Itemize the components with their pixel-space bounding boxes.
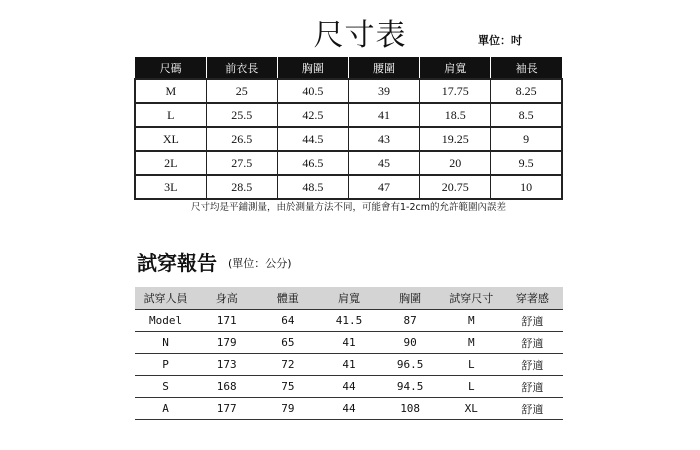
fit-cell: S — [135, 376, 196, 398]
fit-cell: L — [441, 376, 502, 398]
size-header-cell: 胸圍 — [277, 57, 348, 79]
fit-row — [135, 354, 563, 376]
size-cell: 39 — [348, 79, 419, 103]
fit-cell: 168 — [196, 376, 257, 398]
fit-cell: 87 — [380, 310, 441, 332]
size-cell: 9.5 — [491, 151, 562, 175]
size-cell: 20 — [420, 151, 491, 175]
size-cell: XL — [135, 127, 206, 151]
fit-cell: 72 — [257, 354, 318, 376]
size-cell: 28.5 — [206, 175, 277, 199]
fit-cell: P — [135, 354, 196, 376]
fit-cell: 舒適 — [502, 332, 563, 354]
fit-cell: 44 — [318, 398, 379, 420]
size-cell: 9 — [491, 127, 562, 151]
size-cell: 48.5 — [277, 175, 348, 199]
size-cell: 45 — [348, 151, 419, 175]
fit-cell: 41 — [318, 354, 379, 376]
size-cell: 2L — [135, 151, 206, 175]
fit-cell: 65 — [257, 332, 318, 354]
fit-cell: 64 — [257, 310, 318, 332]
size-cell: M — [135, 79, 206, 103]
size-chart-table — [134, 57, 563, 200]
fit-cell: 94.5 — [380, 376, 441, 398]
fit-header-cell: 肩寬 — [318, 287, 379, 310]
fit-cell: 41 — [318, 332, 379, 354]
size-row — [135, 175, 562, 199]
fit-header-cell: 穿著感 — [502, 287, 563, 310]
size-row — [135, 103, 562, 127]
size-header-cell: 尺碼 — [135, 57, 206, 79]
size-cell: 26.5 — [206, 127, 277, 151]
size-chart-unit: 單位：吋 — [478, 34, 522, 47]
fit-header-cell: 試穿人員 — [135, 287, 196, 310]
fit-cell: 177 — [196, 398, 257, 420]
size-cell: 42.5 — [277, 103, 348, 127]
size-chart-title: 尺寸表 — [313, 18, 407, 53]
fit-cell: 75 — [257, 376, 318, 398]
fit-cell: 舒適 — [502, 376, 563, 398]
size-cell: 47 — [348, 175, 419, 199]
fit-row — [135, 376, 563, 398]
fit-row — [135, 398, 563, 420]
size-header-cell: 肩寬 — [420, 57, 491, 79]
size-cell: 41 — [348, 103, 419, 127]
fit-header-cell: 身高 — [196, 287, 257, 310]
fit-report-unit: (單位：公分) — [228, 257, 292, 270]
fit-cell: 171 — [196, 310, 257, 332]
size-cell: 44.5 — [277, 127, 348, 151]
fit-cell: L — [441, 354, 502, 376]
fit-cell: A — [135, 398, 196, 420]
size-cell: 25.5 — [206, 103, 277, 127]
fit-cell: 舒適 — [502, 398, 563, 420]
fit-cell: 79 — [257, 398, 318, 420]
fit-cell: Model — [135, 310, 196, 332]
fit-cell: 173 — [196, 354, 257, 376]
fit-cell: 90 — [380, 332, 441, 354]
size-header-cell: 腰圍 — [348, 57, 419, 79]
fit-cell: M — [441, 310, 502, 332]
size-cell: 17.75 — [420, 79, 491, 103]
size-cell: 46.5 — [277, 151, 348, 175]
fit-report-title: 試穿報告 — [137, 251, 217, 275]
size-cell: 40.5 — [277, 79, 348, 103]
fit-header-row — [135, 287, 563, 310]
fit-cell: 179 — [196, 332, 257, 354]
fit-cell: XL — [441, 398, 502, 420]
fit-row — [135, 310, 563, 332]
size-row — [135, 127, 562, 151]
fit-cell: 41.5 — [318, 310, 379, 332]
fit-header-cell: 胸圍 — [380, 287, 441, 310]
fit-cell: 舒適 — [502, 310, 563, 332]
size-row — [135, 151, 562, 175]
fit-cell: N — [135, 332, 196, 354]
size-cell: 19.25 — [420, 127, 491, 151]
size-cell: 18.5 — [420, 103, 491, 127]
fit-cell: 108 — [380, 398, 441, 420]
fit-cell: 44 — [318, 376, 379, 398]
fit-cell: 96.5 — [380, 354, 441, 376]
size-chart-header-row — [135, 57, 562, 79]
size-cell: L — [135, 103, 206, 127]
size-cell: 10 — [491, 175, 562, 199]
size-row — [135, 79, 562, 103]
size-cell: 3L — [135, 175, 206, 199]
fit-row — [135, 332, 563, 354]
size-cell: 8.5 — [491, 103, 562, 127]
size-cell: 25 — [206, 79, 277, 103]
size-cell: 27.5 — [206, 151, 277, 175]
fit-header-cell: 試穿尺寸 — [441, 287, 502, 310]
size-cell: 20.75 — [420, 175, 491, 199]
size-chart-note: 尺寸均是平鋪測量，由於測量方法不同，可能會有1-2cm的允許範圍內誤差 — [191, 202, 506, 213]
size-header-cell: 袖長 — [491, 57, 562, 79]
size-cell: 43 — [348, 127, 419, 151]
fit-cell: 舒適 — [502, 354, 563, 376]
fit-report-table — [135, 287, 563, 420]
fit-header-cell: 體重 — [257, 287, 318, 310]
size-cell: 8.25 — [491, 79, 562, 103]
size-header-cell: 前衣長 — [206, 57, 277, 79]
fit-cell: M — [441, 332, 502, 354]
